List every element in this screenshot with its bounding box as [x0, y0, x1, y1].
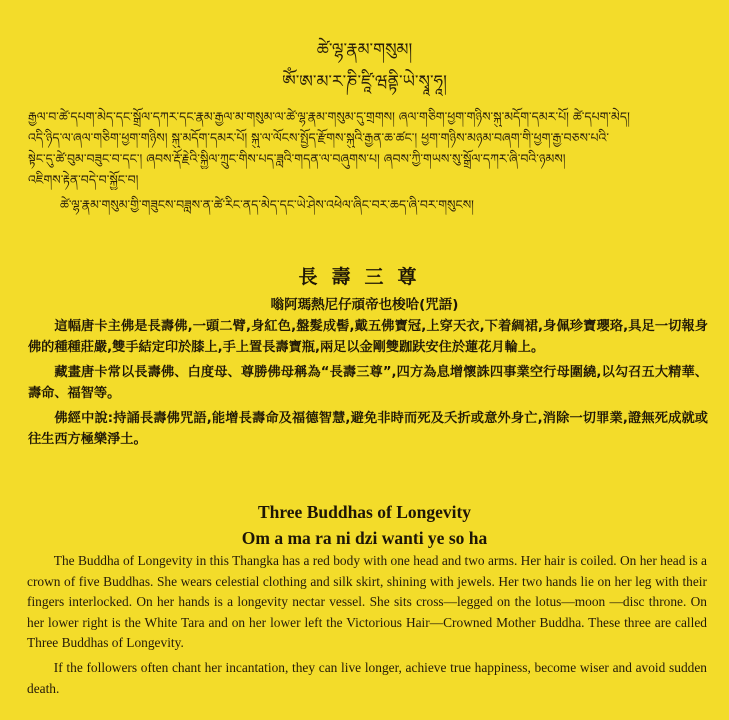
english-body: [27, 551, 707, 703]
chinese-body: [28, 316, 708, 454]
chinese-paragraph: 佛經中說:持誦長壽佛咒語,能增長壽命及福德智慧,避免非時而死及夭折或意外身亡,消除一切罪業,證無死成就或往生西方極樂淨土。: [28, 411, 708, 447]
english-paragraph: The Buddha of Longevity in this Thangka has a red body with one head and two arms. Her hair is coiled. On her head is a crown of five Buddhas. She wears celestial clothing and silk skirt, shining with jewels. Her two hands lie on her leg with their fingers interlocked. On her hands is a longevity nectar vessel. She sits cross—legged on the lotus—moon —disc throne. On her lower right is the White Tara and on her lower left the Victorious Hair—Crowned Mother Buddha. These three are called Three Buddhas of Longevity.: [27, 553, 707, 651]
tibetan-line: འདི་ཉིད་ལ་ཞལ་གཅིག་ཕྱག་གཉིས། སྐུ་མདོག་དམར་པོ། སྐུ་ལ་ལོངས་སྤྱོད་རྫོགས་སྐུའི་རྒྱན་ཆ་ཚང་། ཕྱག་གཉིས་མཉམ་བཞག་གི་ཕྱག་རྒྱ་བཅས་པའི་: [28, 130, 610, 145]
chinese-subtitle: 嗡阿瑪熱尼仔頑帝也梭哈(咒語): [270, 297, 459, 313]
tibetan-line: འཇིགས་རྟེན་བདེ་བ་སྐྱོང་བ།: [28, 172, 139, 187]
tibetan-line: རྒྱལ་བ་ཚེ་དཔག་མེད་དང་སྒྲོལ་དཀར་དང་རྣམ་རྒྱལ་མ་གསུམ་ལ་ཚེ་ལྷ་རྣམ་གསུམ་དུ་གྲགས། ཞལ་གཅིག་ཕྱག་གཉིས་སྐུ་མདོག་དམར་པོ། ཚེ་དཔག་མེད།: [28, 109, 630, 124]
tibetan-line: ཚེ་ལྷ་རྣམ་གསུམ་གྱི་གཟུངས་བཟླས་ན་ཚེ་རིང་ནད་མེད་དང་ཡེ་ཤེས་འཕེལ་ཞིང་བར་ཆད་ཞི་བར་གསུངས།: [60, 197, 474, 212]
chinese-paragraph: 這幅唐卡主佛是長壽佛,一頭二臂,身紅色,盤髮成髻,戴五佛寶冠,上穿天衣,下着綢裙,身佩珍寶瓔珞,具足一切報身佛的種種莊嚴,雙手結定印於膝上,手上置長壽寶瓶,兩足以金剛雙跏趺安住於蓮花月輪上。: [28, 319, 708, 355]
tibetan-mantra: ཨོཾ་ཨ་མ་ར་ཎི་ཛཱི་ཝནྟི་ཡེ་སྭཱ་ཧཱ།: [282, 72, 447, 92]
tibetan-body: [28, 106, 718, 215]
chinese-paragraph: 藏畫唐卡常以長壽佛、白度母、尊勝佛母稱為“長壽三尊”,四方為息增懷誅四事業空行母圍繞,以勾召五大精華、壽命、福智等。: [28, 365, 708, 401]
chinese-title: 長壽三尊: [298, 266, 431, 288]
tibetan-line: སྟེང་དུ་ཚེ་བུམ་བཟུང་བ་དང་། ཞབས་རྡོ་རྗེའི་སྐྱིལ་ཀྲུང་གིས་པད་ཟླའི་གདན་ལ་བཞུགས་པ། ཞབས་ཀྱི་གཡས་སུ་སྒྲོལ་དཀར་ཞི་བའི་ཉམས།: [28, 151, 566, 166]
tibetan-title: ཚེ་ལྷ་རྣམ་གསུམ།: [316, 40, 413, 60]
english-subtitle: Om a ma ra ni dzi wanti ye so ha: [241, 528, 488, 548]
english-paragraph: If the followers often chant her incantation, they can live longer, achieve true happiness, become wiser and avoid sudden death.: [27, 659, 707, 696]
english-title: Three Buddhas of Longevity: [257, 502, 472, 522]
